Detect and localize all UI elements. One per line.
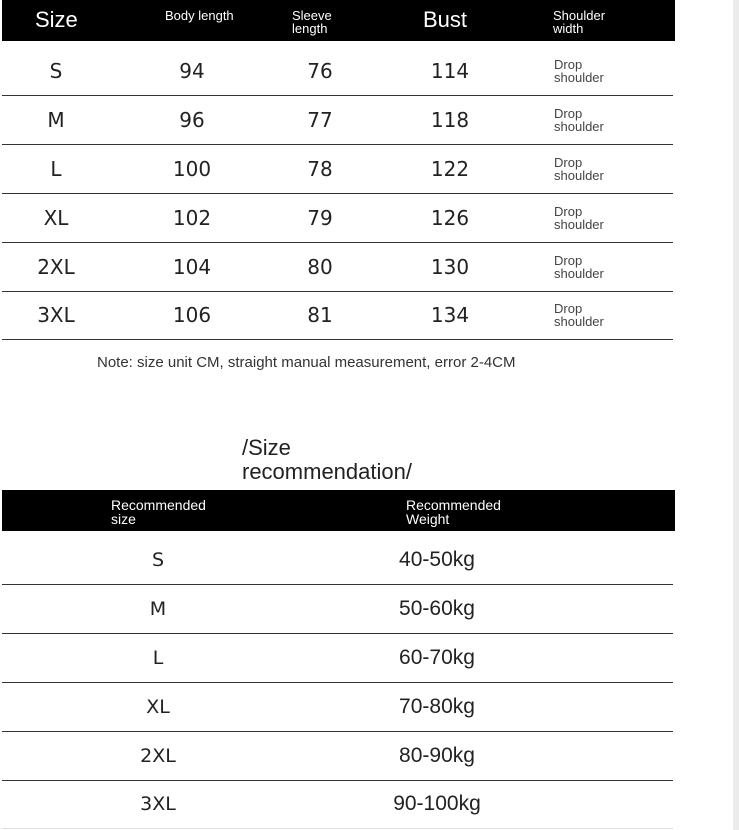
cell-size: XL bbox=[43, 206, 69, 230]
table-row bbox=[2, 585, 673, 634]
cell-body-length: 102 bbox=[172, 206, 212, 230]
header-bust: Bust bbox=[423, 7, 468, 32]
cell-bust: 122 bbox=[430, 157, 470, 181]
cell-shoulder-width: Drop shoulder bbox=[554, 204, 604, 232]
table-row bbox=[2, 194, 673, 243]
cell-sleeve-length: 81 bbox=[307, 303, 333, 327]
table-row bbox=[2, 96, 673, 145]
cell-bust: 126 bbox=[430, 206, 470, 230]
cell-weight: 70-80kg bbox=[399, 695, 475, 718]
table-row bbox=[2, 47, 673, 96]
cell-size: XL bbox=[146, 696, 170, 718]
cell-weight: 40-50kg bbox=[399, 548, 475, 571]
cell-bust: 118 bbox=[430, 108, 470, 132]
cell-sleeve-length: 76 bbox=[307, 59, 333, 83]
table-row bbox=[2, 243, 673, 292]
page-edge bbox=[733, 0, 739, 830]
cell-body-length: 104 bbox=[172, 255, 212, 279]
cell-sleeve-length: 80 bbox=[307, 255, 333, 279]
cell-size: 3XL bbox=[37, 303, 75, 327]
cell-weight: 80-90kg bbox=[399, 744, 475, 767]
cell-body-length: 94 bbox=[179, 59, 205, 83]
cell-body-length: 96 bbox=[179, 108, 205, 132]
cell-weight: 50-60kg bbox=[399, 597, 475, 620]
cell-size: L bbox=[152, 647, 164, 669]
header-size: Size bbox=[35, 7, 78, 32]
cell-weight: 60-70kg bbox=[399, 646, 475, 669]
cell-size: 2XL bbox=[37, 255, 75, 279]
cell-shoulder-width: Drop shoulder bbox=[554, 57, 604, 85]
cell-shoulder-width: Drop shoulder bbox=[554, 301, 604, 329]
cell-shoulder-width: Drop shoulder bbox=[554, 106, 604, 134]
recommendation-header bbox=[2, 490, 675, 531]
cell-size: M bbox=[47, 108, 65, 132]
recommendation-title: /Size recommendation/ bbox=[242, 435, 412, 484]
cell-body-length: 100 bbox=[172, 157, 212, 181]
cell-size: L bbox=[50, 157, 62, 181]
table-row bbox=[2, 780, 673, 829]
cell-size: 3XL bbox=[140, 793, 176, 815]
table-row bbox=[2, 291, 673, 340]
cell-size: M bbox=[149, 598, 167, 620]
table-row bbox=[2, 683, 673, 732]
cell-shoulder-width: Drop shoulder bbox=[554, 155, 604, 183]
measurement-note: Note: size unit CM, straight manual measurement, error 2-4CM bbox=[97, 354, 516, 371]
cell-bust: 130 bbox=[430, 255, 470, 279]
header-recommended-size: Recommended size bbox=[111, 497, 206, 527]
cell-shoulder-width: Drop shoulder bbox=[554, 253, 604, 281]
table-row bbox=[2, 634, 673, 683]
table-row bbox=[2, 732, 673, 781]
cell-sleeve-length: 77 bbox=[307, 108, 333, 132]
size-chart-header bbox=[2, 0, 675, 41]
cell-body-length: 106 bbox=[172, 303, 212, 327]
cell-size: 2XL bbox=[140, 745, 176, 767]
cell-size: S bbox=[49, 59, 63, 83]
table-row bbox=[2, 536, 673, 585]
cell-bust: 134 bbox=[430, 303, 470, 327]
cell-sleeve-length: 78 bbox=[307, 157, 333, 181]
header-body-length: Body length bbox=[165, 8, 234, 23]
cell-weight: 90-100kg bbox=[393, 792, 481, 815]
header-recommended-weight: Recommended Weight bbox=[406, 497, 501, 527]
table-row bbox=[2, 145, 673, 194]
header-shoulder-width: Shoulder width bbox=[553, 8, 606, 36]
cell-size: S bbox=[151, 549, 165, 571]
cell-sleeve-length: 79 bbox=[307, 206, 333, 230]
header-sleeve-length: Sleeve length bbox=[292, 8, 332, 36]
cell-bust: 114 bbox=[430, 59, 470, 83]
